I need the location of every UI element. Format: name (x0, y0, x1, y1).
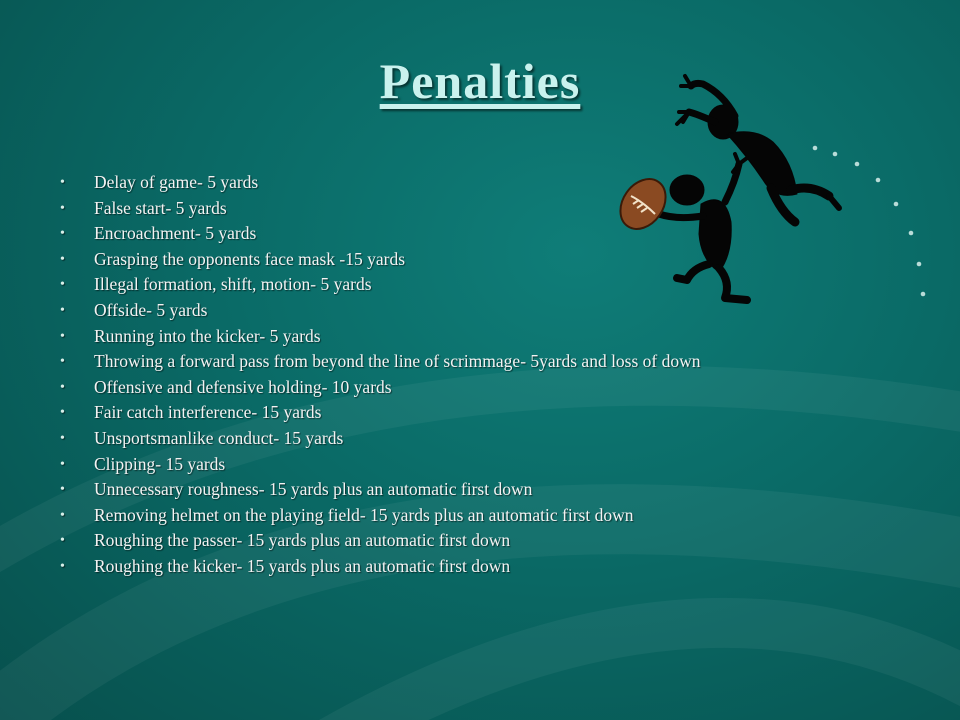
bullet-icon: • (60, 456, 65, 472)
penalty-item (60, 452, 920, 478)
penalty-text: Offside- 5 yards (94, 299, 208, 320)
penalty-text: Roughing the passer- 15 yards plus an automatic first down (94, 530, 511, 551)
penalty-text: Removing helmet on the playing field- 15 yards plus an automatic first down (94, 504, 634, 525)
bullet-icon: • (60, 558, 65, 574)
penalty-item (60, 477, 920, 503)
penalty-text: Roughing the kicker- 15 yards plus an automatic first down (94, 555, 511, 576)
bullet-icon: • (60, 251, 65, 267)
bullet-icon: • (60, 354, 65, 370)
penalty-text: Unnecessary roughness- 15 yards plus an automatic first down (94, 479, 533, 500)
bullet-icon: • (60, 277, 65, 293)
penalty-text: Fair catch interference- 15 yards (94, 402, 322, 423)
bullet-icon: • (60, 507, 65, 523)
penalty-item (60, 503, 920, 529)
penalty-text: Delay of game- 5 yards (94, 172, 259, 192)
bullet-icon: • (60, 226, 65, 242)
bullet-icon: • (60, 405, 65, 421)
penalty-item (60, 349, 920, 375)
bullet-icon: • (60, 302, 65, 318)
penalty-text: Clipping- 15 yards (94, 453, 226, 474)
penalty-text: Throwing a forward pass from beyond the line of scrimmage- 5yards and loss of down (94, 351, 701, 372)
penalty-item (60, 375, 920, 401)
bullet-icon: • (60, 200, 65, 216)
bullet-icon: • (60, 430, 65, 446)
penalty-text: Offensive and defensive holding- 10 yards (94, 376, 392, 397)
bullet-icon: • (60, 175, 65, 190)
penalty-text: Grasping the opponents face mask -15 yards (94, 248, 406, 269)
penalty-text: Unsportsmanlike conduct- 15 yards (94, 427, 344, 448)
football-icon (615, 170, 675, 237)
penalty-item (60, 528, 920, 554)
penalty-text: Illegal formation, shift, motion- 5 yards (94, 274, 372, 295)
penalty-item (60, 554, 920, 580)
motion-dots-icon (813, 146, 926, 297)
penalty-item (60, 400, 920, 426)
penalty-item (60, 426, 920, 452)
slide-title: Penalties (379, 53, 581, 109)
penalty-text: False start- 5 yards (94, 197, 227, 218)
penalty-item (60, 324, 920, 350)
bullet-icon: • (60, 379, 65, 395)
penalty-text: Running into the kicker- 5 yards (94, 325, 321, 346)
football-players-icon (615, 72, 935, 312)
bullet-icon: • (60, 533, 65, 549)
penalty-text: Encroachment- 5 yards (94, 223, 257, 244)
bullet-icon: • (60, 328, 65, 344)
ball-carrier-player-icon (659, 154, 747, 300)
bullet-icon: • (60, 482, 65, 498)
